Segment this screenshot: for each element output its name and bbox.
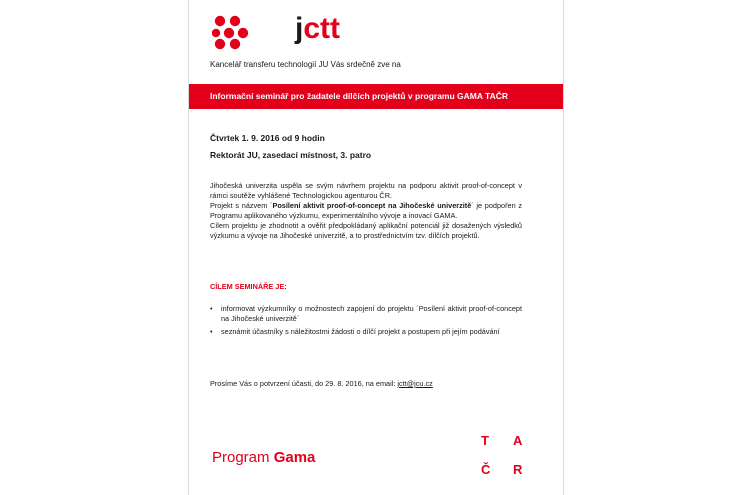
program-label: Program — [212, 449, 274, 466]
banner-title: Informační seminář pro žadatele dílčích projektů v programu GAMA TAČR — [210, 91, 509, 101]
gama-label: Gama — [273, 449, 316, 466]
logo-dot — [230, 39, 240, 49]
goal-item — [210, 304, 522, 324]
project-name: Posílení aktivit proof-of-concept na Jihočeské univerzitě — [272, 201, 472, 210]
goal-text: informovat výzkumníky o možnostech zapojení do projektu ´Posílení aktivit proof-of-concept na Jihočeské univerzitě´ — [221, 304, 522, 323]
jctt-logo-text — [295, 12, 340, 46]
body-paragraph-2 — [210, 201, 522, 221]
bullet-icon: • — [210, 304, 213, 313]
tacr-letter-c: Č — [481, 462, 491, 477]
bullet-icon: • — [210, 327, 213, 336]
logo-dot — [212, 29, 220, 37]
para2-prefix: Projekt s názvem ´ — [210, 201, 273, 210]
logo-dot — [238, 28, 248, 38]
rsvp-text: Prosíme Vás o potvrzení účasti, do 29. 8. 2016, na email: — [210, 379, 398, 388]
program-gama-logo — [212, 449, 315, 466]
email-link[interactable]: jctt@jcu.cz — [397, 379, 433, 388]
event-date: Čtvrtek 1. 9. 2016 od 9 hodin — [210, 133, 325, 143]
tacr-letter-r: R — [513, 462, 523, 477]
document-page — [188, 0, 564, 495]
para2-suffix: ´ je podpořen z Programu aplikovaného výzkumu, experimentálního vývoje a inovací GAMA. — [210, 201, 522, 220]
logo-ctt: ctt — [303, 12, 341, 45]
goals-title: CÍLEM SEMINÁŘE JE: — [210, 282, 287, 291]
body-paragraph-3: Cílem projektu je zhodnotit a ověřit předpokládaný aplikační potenciál již dosažených výsledků výzkumu a vývoje na Jihočeské univerzitě, a to prostřednictvím tzv. dílčích projektů. — [210, 221, 522, 240]
logo-j: j — [295, 12, 304, 45]
tacr-letter-t: T — [481, 433, 489, 448]
logo-dot — [224, 28, 234, 38]
logo-dot — [215, 16, 225, 26]
event-place: Rektorát JU, zasedací místnost, 3. patro — [210, 150, 372, 160]
invite-line: Kancelář transferu technologií JU Vás srdečně zve na — [210, 60, 401, 69]
rsvp-line — [210, 379, 433, 388]
tacr-letter-a: A — [513, 433, 523, 448]
goal-text: seznámit účastníky s náležitostmi žádosti o dílčí projekt a postupem při jejím podávání — [221, 327, 500, 336]
body-paragraph-1: Jihočeská univerzita uspěla se svým návrhem projektu na podporu aktivit proof-of-concept v rámci soutěže vyhlášené Technologickou agenturou ČR. — [210, 181, 522, 200]
logo-dot — [215, 39, 225, 49]
body-text — [210, 181, 522, 241]
goals-list — [210, 304, 522, 340]
goal-item — [210, 327, 522, 337]
logo-dot — [230, 16, 240, 26]
jctt-dots-logo-icon — [212, 14, 252, 50]
